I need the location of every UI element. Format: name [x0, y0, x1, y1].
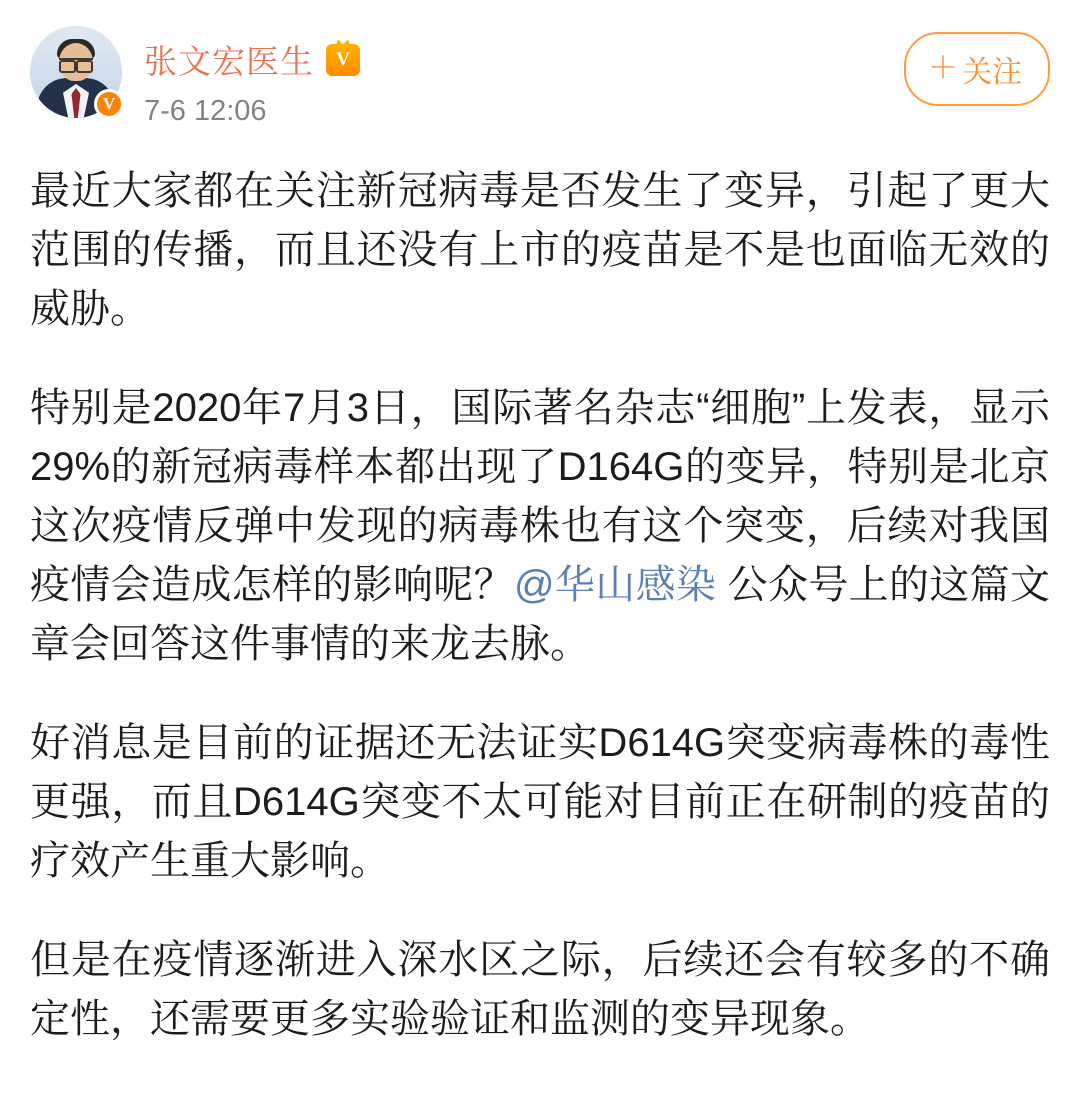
follow-button[interactable] — [904, 32, 1050, 106]
post-paragraph-2-tail: 公众号上的这篇文章会回答这件事情的来龙去脉。 — [30, 563, 1050, 666]
avatar[interactable] — [30, 26, 122, 118]
author-info — [144, 22, 360, 128]
avatar-glasses — [59, 58, 93, 70]
post-content — [30, 162, 1050, 1049]
follow-button-label: 关注 — [962, 56, 1022, 89]
author-name[interactable]: 张文宏医生 — [144, 43, 314, 80]
plus-icon: ＋ — [928, 52, 958, 85]
verified-medal-icon[interactable] — [326, 44, 360, 76]
post-paragraph-4: 但是在疫情逐渐进入深水区之际，后续还会有较多的不确定性，还需要更多实验验证和监测的变异现象。 — [30, 938, 1050, 1041]
author-name-row — [144, 36, 360, 83]
post-paragraph-1: 最近大家都在关注新冠病毒是否发生了变异，引起了更大范围的传播，而且还没有上市的疫苗是不是也面临无效的威胁。 — [30, 169, 1050, 331]
post-paragraph-3: 好消息是目前的证据还无法证实D614G突变病毒株的毒性更强，而且D614G突变不太可能对目前正在研制的疫苗的疗效产生重大影响。 — [30, 721, 1050, 883]
post-timestamp: 7-6 12:06 — [144, 95, 267, 127]
verified-check-icon: V — [94, 89, 124, 119]
post-paragraph-2 — [30, 379, 1050, 674]
mention-link[interactable]: @华山感染 — [513, 563, 717, 607]
post-paragraph-2-text: 特别是2020年7月3日，国际著名杂志“细胞”上发表，显示29%的新冠病毒样本都出现了D164G的变异，特别是北京这次疫情反弹中发现的病毒株也有这个突变，后续对我国疫情会造成怎样的影响呢？ — [30, 386, 1050, 607]
post-header — [30, 22, 1050, 134]
